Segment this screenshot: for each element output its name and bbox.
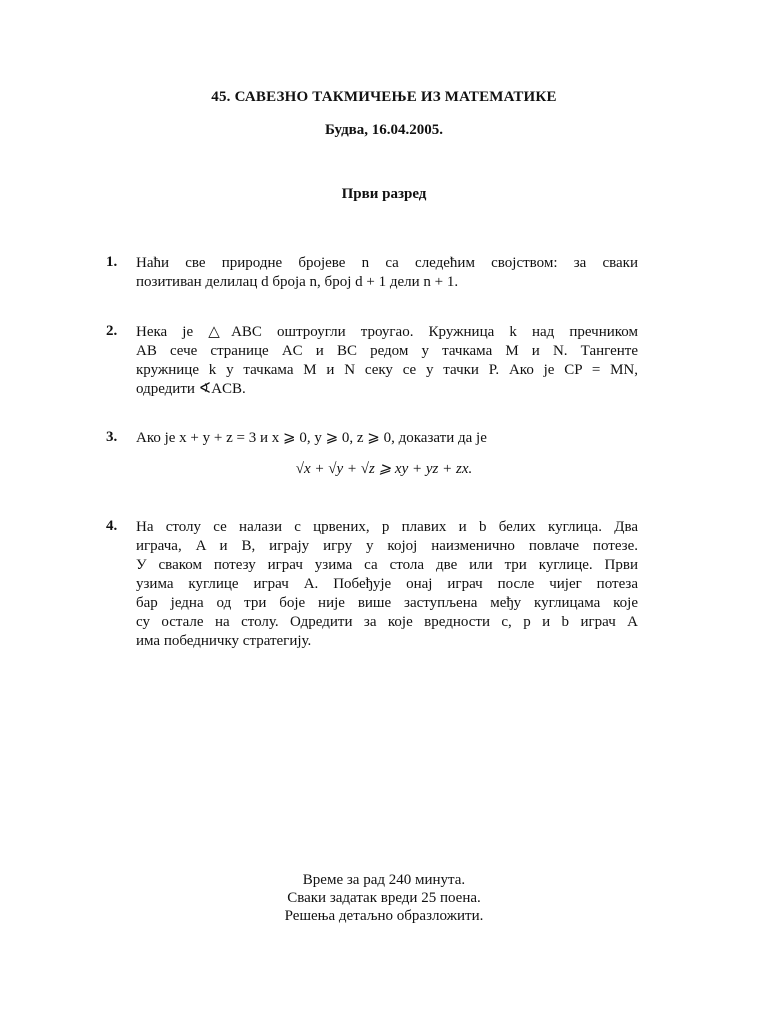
problem-line: су остале на столу. Одредити за које вредности c, p и b играч A <box>136 614 638 630</box>
problem-line: играча, A и B, играју игру у којој наизменично повлаче потезе. <box>136 538 638 554</box>
problem-line: позитиван делилац d броја n, број d + 1 дели n + 1. <box>136 274 459 290</box>
explanation-note: Решења детаљно образложити. <box>284 908 484 924</box>
problem-text <box>136 254 638 292</box>
problem-line: AB сече странице AC и BC редом у тачкама M и N. Тангенте <box>136 343 638 359</box>
problem-text <box>136 429 638 448</box>
problem-line: У сваком потезу играч узима са стола две или три куглице. Први <box>136 557 638 573</box>
problem-number: 1. <box>106 254 118 270</box>
competition-title: 45. САВЕЗНО ТАКМИЧЕЊЕ ИЗ МАТЕМАТИКЕ <box>211 89 557 105</box>
place-and-date: Будва, 16.04.2005. <box>324 122 444 138</box>
problem-text <box>136 323 638 399</box>
problem-line: има победничку стратегију. <box>136 633 312 649</box>
problem-line: бар једна од три боје није више заступљена међу куглицама које <box>136 595 638 611</box>
problem-line: кружнице k у тачкама M и N секу се у тачки P. Ако је CP = MN, <box>136 362 638 378</box>
problem-line: Наћи све природне бројеве n са следећим својством: за сваки <box>136 255 638 271</box>
grade-heading: Први разред <box>341 186 427 202</box>
problem-line: одредити ∢ACB. <box>136 381 246 397</box>
problem-number: 2. <box>106 323 118 339</box>
problem-text <box>136 518 638 651</box>
points-note: Сваки задатак вреди 25 поена. <box>287 890 481 906</box>
problem-number: 4. <box>106 518 118 534</box>
problem-line: На столу се налази c црвених, p плавих и b белих куглица. Два <box>136 519 638 535</box>
time-limit-note: Време за рад 240 минута. <box>302 872 466 888</box>
problem-number: 3. <box>106 429 118 445</box>
problem-line: Нека је △ABC оштроугли троугао. Кружница k над пречником <box>136 324 638 340</box>
inequality-formula: √x + √y + √z ⩾ xy + yz + zx. <box>295 461 473 477</box>
problem-line: узима куглице играч A. Побеђује онај играч после чијег потеза <box>136 576 638 592</box>
exam-instructions <box>0 871 768 925</box>
problem-line: Ако је x + y + z = 3 и x ⩾ 0, y ⩾ 0, z ⩾ 0, доказати да је <box>136 430 487 446</box>
